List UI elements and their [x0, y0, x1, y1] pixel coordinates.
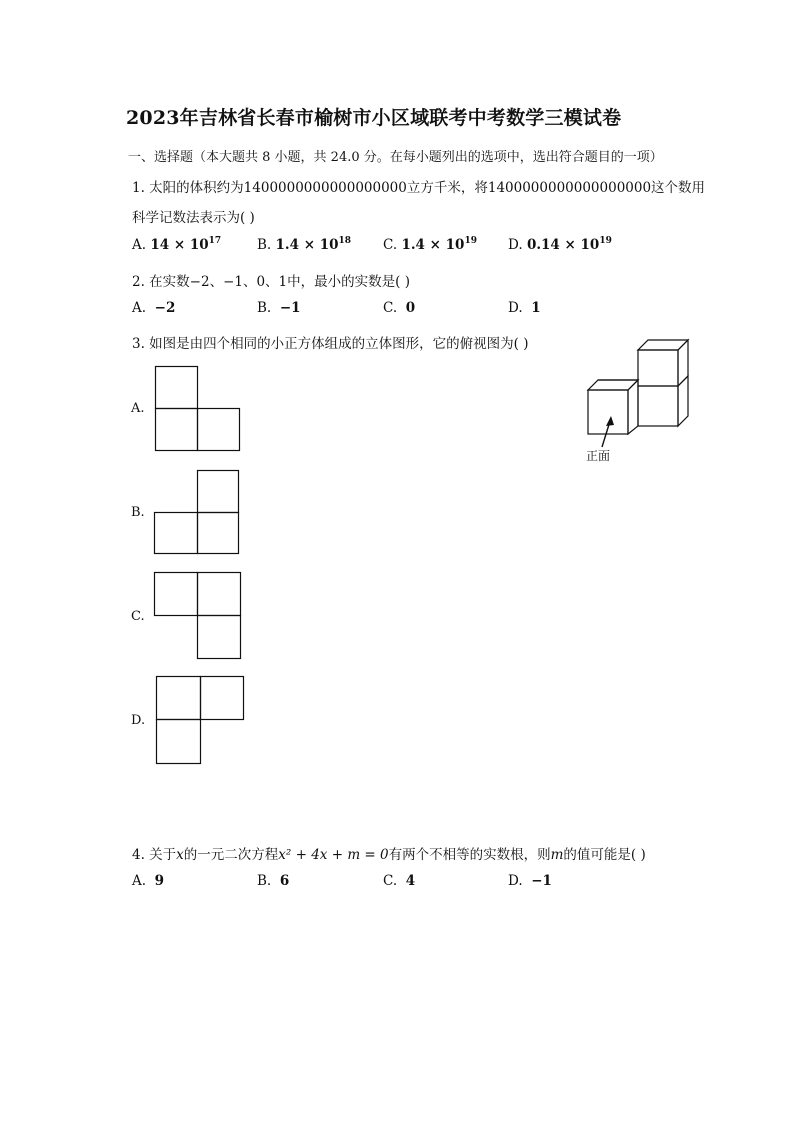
option-exponent: 17: [208, 236, 222, 246]
option-exponent: 18: [338, 236, 352, 246]
option-label: C.: [383, 300, 398, 316]
q3-option-a-figure: [155, 366, 245, 452]
q4-text-part: 4. 关于: [132, 847, 177, 863]
option-label: B.: [257, 300, 272, 316]
q3-option-b-figure: [154, 470, 244, 556]
q1-text-line1: 1. 太阳的体积约为1400000000000000000立方千米，将1400000000000000000这个数用: [132, 180, 706, 196]
q4-option-b: [257, 873, 289, 889]
option-value: −2: [154, 300, 176, 316]
option-label: D.: [508, 873, 523, 889]
option-label: B.: [257, 237, 272, 253]
q3-option-c-figure: [154, 572, 244, 662]
cube-stack-figure: [580, 330, 700, 465]
q4-var-x: x: [176, 847, 184, 863]
option-label: D.: [508, 237, 523, 253]
option-label: B.: [257, 873, 272, 889]
page-title: 2023年吉林省长春市榆树市小区域联考中考数学三模试卷: [126, 107, 622, 129]
q1-option-d: [508, 237, 612, 253]
q4-option-a: [132, 873, 164, 889]
option-value: −1: [279, 300, 301, 316]
option-exponent: 19: [599, 236, 612, 246]
q4-text: [132, 843, 646, 863]
q3-option-d-label: D.: [131, 713, 146, 728]
option-value: −1: [531, 873, 552, 889]
q4-text-part: 的值可能是( ): [563, 847, 646, 863]
q3-text: 3. 如图是由四个相同的小正方体组成的立体图形，它的俯视图为( ): [132, 336, 529, 352]
front-view-label: 正面: [586, 449, 611, 463]
option-value: 6: [279, 873, 290, 889]
option-value: 0: [405, 300, 416, 316]
q4-option-d: [508, 873, 552, 889]
q2-option-b: [257, 300, 301, 316]
option-label: A.: [132, 237, 147, 253]
option-value: 9: [154, 873, 165, 889]
q4-option-c: [383, 873, 415, 889]
q4-text-part: 的一元二次方程: [183, 847, 279, 863]
option-label: A.: [132, 300, 147, 316]
q4-text-part: 有两个不相等的实数根，则: [388, 847, 551, 863]
option-exponent: 19: [464, 236, 477, 246]
option-label: A.: [132, 873, 147, 889]
q2-option-a: [132, 300, 175, 316]
q1-option-c: [383, 237, 477, 253]
option-value: 0.14 × 10: [526, 237, 600, 253]
option-label: C.: [383, 873, 398, 889]
q1-option-b: [257, 237, 351, 253]
option-value: 4: [405, 873, 416, 889]
option-label: D.: [508, 300, 523, 316]
q1-text-line2: 科学记数法表示为( ): [132, 210, 255, 226]
option-value: 1.4 × 10: [401, 237, 465, 253]
option-value: 1: [531, 300, 541, 316]
option-value: 14 × 10: [150, 237, 209, 253]
section-heading: 一、选择题（本大题共 8 小题，共 24.0 分。在每小题列出的选项中，选出符合题目的一项）: [128, 150, 663, 165]
q4-equation: x² + 4x + m = 0: [278, 847, 389, 863]
option-label: C.: [383, 237, 398, 253]
q3-option-d-figure: [156, 676, 246, 766]
q2-option-d: [508, 300, 541, 316]
q4-var-m: m: [550, 847, 564, 863]
q2-text: 2. 在实数−2、−1、0、1中，最小的实数是( ): [132, 274, 410, 290]
q3-option-c-label: C.: [131, 609, 145, 624]
q2-option-c: [383, 300, 415, 316]
q1-option-a: [132, 237, 221, 253]
q3-option-a-label: A.: [131, 401, 145, 416]
option-value: 1.4 × 10: [275, 237, 339, 253]
q3-option-b-label: B.: [131, 505, 145, 520]
